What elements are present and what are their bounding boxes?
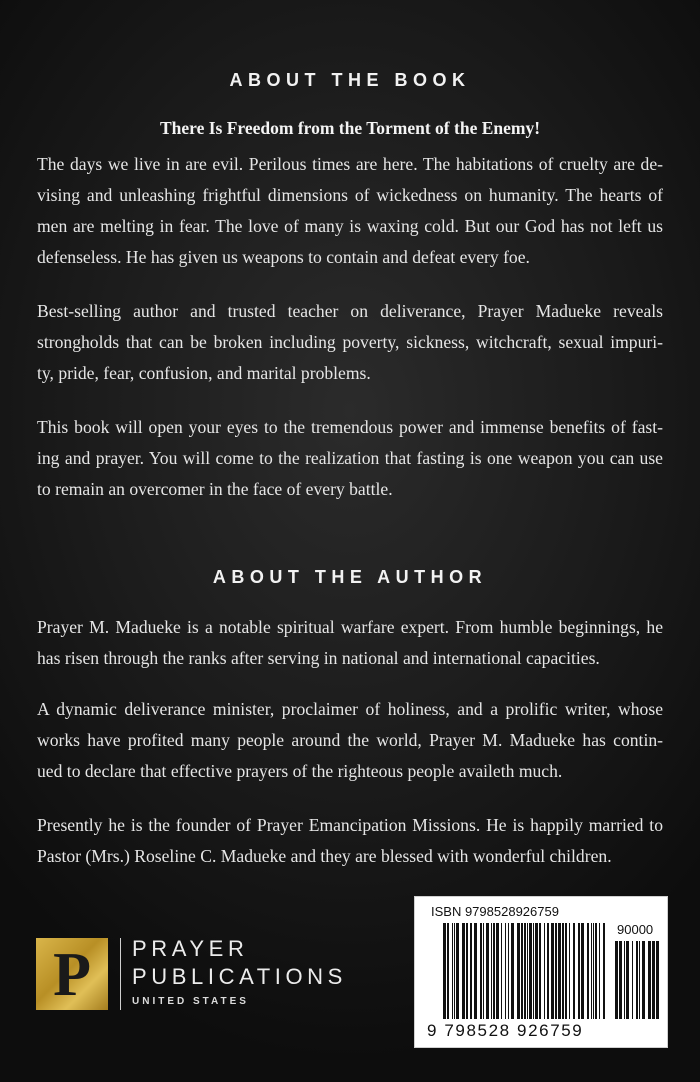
author-paragraph-2: [37, 694, 663, 787]
publisher-name-line1: PRAYER: [132, 936, 249, 961]
barcode-bar: [474, 923, 477, 1019]
barcode-bar: [599, 923, 600, 1019]
barcode-bar: [562, 923, 564, 1019]
barcode-bar: [486, 923, 489, 1019]
paragraph-line: works have profited many people around the world, Prayer M. Madueke has contin-: [37, 730, 663, 750]
barcode-bar: [656, 941, 659, 1019]
barcode-bar: [593, 923, 594, 1019]
barcode-bar: [626, 941, 629, 1019]
barcode-bar: [587, 923, 589, 1019]
book-tagline: There Is Freedom from the Torment of the Enemy!: [159, 118, 541, 138]
barcode-bar: [652, 941, 655, 1019]
barcode-bar: [581, 923, 584, 1019]
barcode-bar: [517, 923, 520, 1019]
barcode-bar: [591, 923, 592, 1019]
barcode-bar: [603, 923, 605, 1019]
author-paragraph-3: [37, 810, 663, 872]
isbn-label: ISBN 9798528926759: [431, 904, 559, 919]
isbn-barcode: [414, 896, 668, 1048]
publisher-location: UNITED STATES: [132, 996, 249, 1007]
paragraph-line: defenseless. He has given us weapons to contain and defeat every foe.: [37, 247, 530, 267]
barcode-bar: [511, 923, 514, 1019]
paragraph-line: Prayer M. Madueke is a notable spiritual warfare expert. From humble beginnings, he: [37, 617, 663, 637]
barcode-bar: [505, 923, 506, 1019]
paragraph-line: strongholds that can be broken including poverty, sickness, witchcraft, sexual impuri-: [37, 332, 663, 352]
barcode-bar: [447, 923, 449, 1019]
barcode-bar: [544, 923, 545, 1019]
publisher-logo-letter: P: [53, 941, 91, 1009]
barcode-bar: [452, 923, 453, 1019]
barcode-bar: [508, 923, 509, 1019]
barcode-bar: [555, 923, 557, 1019]
barcode-bar: [521, 923, 523, 1019]
barcode-bar: [539, 923, 541, 1019]
barcode-bar: [470, 923, 472, 1019]
paragraph-line: has risen through the ranks after serving in national and international capacities.: [37, 648, 600, 668]
barcode-bar: [524, 923, 526, 1019]
barcode-bar: [480, 923, 482, 1019]
barcode-bar: [456, 923, 459, 1019]
barcode-bar: [483, 923, 484, 1019]
barcode-bar: [578, 923, 580, 1019]
paragraph-line: This book will open your eyes to the tremendous power and immense benefits of fast-: [37, 417, 663, 437]
barcode-bar: [443, 923, 446, 1019]
barcode-bar: [558, 923, 561, 1019]
barcode-bar: [466, 923, 468, 1019]
book-paragraph-3: [37, 412, 663, 505]
paragraph-line: The days we live in are evil. Perilous times are here. The habitations of cruelty are de-: [37, 154, 663, 174]
barcode-bar: [639, 941, 640, 1019]
barcode-bar: [632, 941, 633, 1019]
barcode-bar: [595, 923, 597, 1019]
paragraph-line: men are melting in fear. The love of many is waxing cold. But our God has not left us: [37, 216, 663, 236]
publisher-name-line2: PUBLICATIONS: [132, 964, 347, 989]
publisher-logo-divider: [120, 938, 121, 1010]
paragraph-line: Presently he is the founder of Prayer Emancipation Missions. He is happily married to: [37, 815, 663, 835]
publisher-logo: [36, 936, 366, 1014]
barcode-bar: [493, 923, 495, 1019]
barcode-bar: [642, 941, 645, 1019]
barcode-bar: [533, 923, 534, 1019]
price-code: 90000: [617, 922, 654, 937]
barcode-bar: [615, 941, 618, 1019]
barcode-bar: [496, 923, 499, 1019]
barcode-bar: [491, 923, 492, 1019]
barcode-bar: [462, 923, 465, 1019]
barcode-bar: [535, 923, 538, 1019]
paragraph-line: to remain an overcomer in the face of every battle.: [37, 479, 393, 499]
book-paragraph-1: [37, 149, 663, 273]
barcode-bar: [636, 941, 638, 1019]
about-author-heading: ABOUT THE AUTHOR: [212, 567, 488, 587]
barcode-bar: [527, 923, 528, 1019]
book-paragraph-2: [37, 296, 663, 389]
paragraph-line: vising and unleashing frightful dimensions of wickedness on humanity. The hearts of: [37, 185, 663, 205]
barcode-bar: [551, 923, 554, 1019]
barcode-bar: [547, 923, 549, 1019]
paragraph-line: A dynamic deliverance minister, proclaimer of holiness, and a prolific writer, whose: [37, 699, 663, 719]
barcode-bar: [648, 941, 651, 1019]
barcode-bar: [573, 923, 575, 1019]
publisher-logo-mark: [36, 938, 108, 1010]
paragraph-line: Pastor (Mrs.) Roseline C. Madueke and they are blessed with wonderful children.: [37, 846, 612, 866]
barcode-bar: [454, 923, 455, 1019]
barcode-bar: [624, 941, 625, 1019]
barcode-bar: [569, 923, 570, 1019]
about-book-heading: ABOUT THE BOOK: [229, 70, 471, 90]
paragraph-line: ued to declare that effective prayers of the righteous people availeth much.: [37, 761, 563, 781]
barcode-digits: 9 798528 926759: [427, 1021, 584, 1040]
paragraph-line: ing and prayer. You will come to the realization that fasting is one weapon you can use: [37, 448, 663, 468]
barcode-bar: [501, 923, 502, 1019]
author-paragraph-1: [37, 612, 663, 674]
paragraph-line: Best-selling author and trusted teacher on deliverance, Prayer Madueke reveals: [37, 301, 663, 321]
paragraph-line: ty, pride, fear, confusion, and marital problems.: [37, 363, 371, 383]
barcode-bar: [529, 923, 532, 1019]
barcode-bar: [619, 941, 622, 1019]
barcode-bar: [565, 923, 567, 1019]
